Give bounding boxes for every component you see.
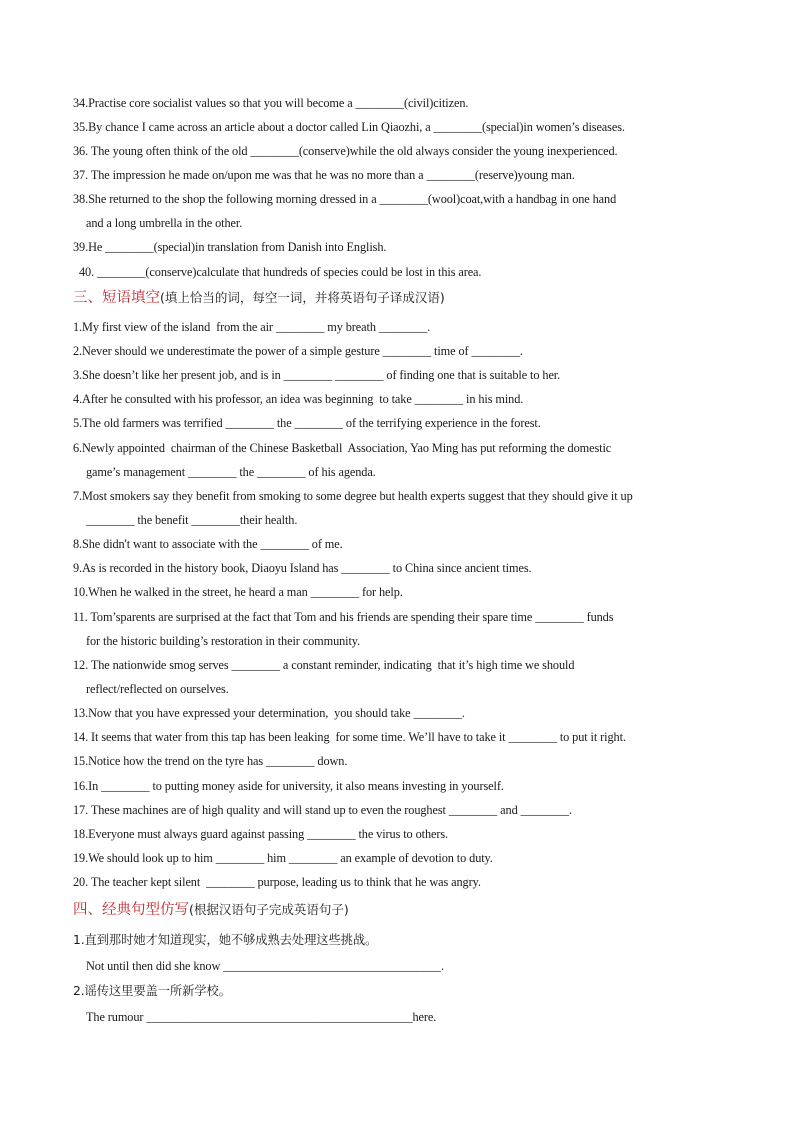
sentence-2-chinese: 2.谣传这里要盖一所新学校。 [73,984,231,998]
phrase-question-5: 5.The old farmers was terrified ________ the ________ of the terrifying experience in the forest. [73,416,541,430]
phrase-question-18: 18.Everyone must always guard against passing ________ the virus to others. [73,827,449,841]
section-3-heading [73,289,445,307]
sentence-2-english: The rumour ____________________________________________here. [86,1010,437,1024]
sentence-1-english: Not until then did she know ____________________________________. [86,959,444,973]
phrase-question-9: 9.As is recorded in the history book, Diaoyu Island has ________ to China since ancient times. [73,561,532,575]
phrase-question-11: 11. Tom’sparents are surprised at the fact that Tom and his friends are spending their spare time ________ funds [73,610,614,624]
question-38-continued: and a long umbrella in the other. [86,216,243,230]
question-36: 36. The young often think of the old ________(conserve)while the old always consider the young inexperienced. [73,144,618,158]
phrase-question-3: 3.She doesn’t like her present job, and is in ________ ________ of finding one that is suitable to her. [73,368,561,382]
section-4-instruction: (根据汉语句子完成英语句子) [189,902,349,917]
phrase-question-7: 7.Most smokers say they benefit from smoking to some degree but health experts suggest that they should give it up [73,489,633,503]
phrase-question-16: 16.In ________ to putting money aside for university, it also means investing in yourself. [73,779,504,793]
phrase-question-6-continued: game’s management ________ the ________ of his agenda. [86,465,376,479]
section-3-title: 三、短语填空 [73,290,160,306]
phrase-question-10: 10.When he walked in the street, he heard a man ________ for help. [73,585,403,599]
phrase-question-7-continued: ________ the benefit ________their health. [86,513,298,527]
question-39: 39.He ________(special)in translation from Danish into English. [73,240,387,254]
phrase-question-13: 13.Now that you have expressed your determination, you should take ________. [73,706,465,720]
section-4-title: 四、经典句型仿写 [73,902,189,918]
section-4-heading [73,901,349,919]
question-37: 37. The impression he made on/upon me was that he was no more than a ________(reserve)young man. [73,168,575,182]
phrase-question-14: 14. It seems that water from this tap has been leaking for some time. We’ll have to take it ________ to put it right. [73,730,626,744]
section-3-instruction: (填上恰当的词，每空一词，并将英语句子译成汉语) [160,290,445,305]
phrase-question-17: 17. These machines are of high quality and will stand up to even the roughest ________ and ________. [73,803,572,817]
question-38: 38.She returned to the shop the following morning dressed in a ________(wool)coat,with a handbag in one hand [73,192,617,206]
phrase-question-4: 4.After he consulted with his professor, an idea was beginning to take ________ in his mind. [73,392,524,406]
question-34: 34.Practise core socialist values so that you will become a ________(civil)citizen. [73,96,469,110]
question-40: 40. ________(conserve)calculate that hundreds of species could be lost in this area. [79,265,482,279]
phrase-question-20: 20. The teacher kept silent ________ purpose, leading us to think that he was angry. [73,875,481,889]
phrase-question-1: 1.My first view of the island from the air ________ my breath ________. [73,320,431,334]
phrase-question-12: 12. The nationwide smog serves ________ a constant reminder, indicating that it’s high time we should [73,658,575,672]
sentence-1-chinese: 1.直到那时她才知道现实，她不够成熟去处理这些挑战。 [73,933,378,947]
question-35: 35.By chance I came across an article about a doctor called Lin Qiaozhi, a ________(special)in women’s diseases. [73,120,625,134]
phrase-question-11-continued: for the historic building’s restoration in their community. [86,634,361,648]
phrase-question-8: 8.She didn't want to associate with the ________ of me. [73,537,343,551]
phrase-question-2: 2.Never should we underestimate the power of a simple gesture ________ time of ________. [73,344,523,358]
phrase-question-6: 6.Newly appointed chairman of the Chinese Basketball Association, Yao Ming has put reforming the domestic [73,441,612,455]
phrase-question-19: 19.We should look up to him ________ him ________ an example of devotion to duty. [73,851,493,865]
phrase-question-15: 15.Notice how the trend on the tyre has ________ down. [73,754,348,768]
phrase-question-12-continued: reflect/reflected on ourselves. [86,682,229,696]
